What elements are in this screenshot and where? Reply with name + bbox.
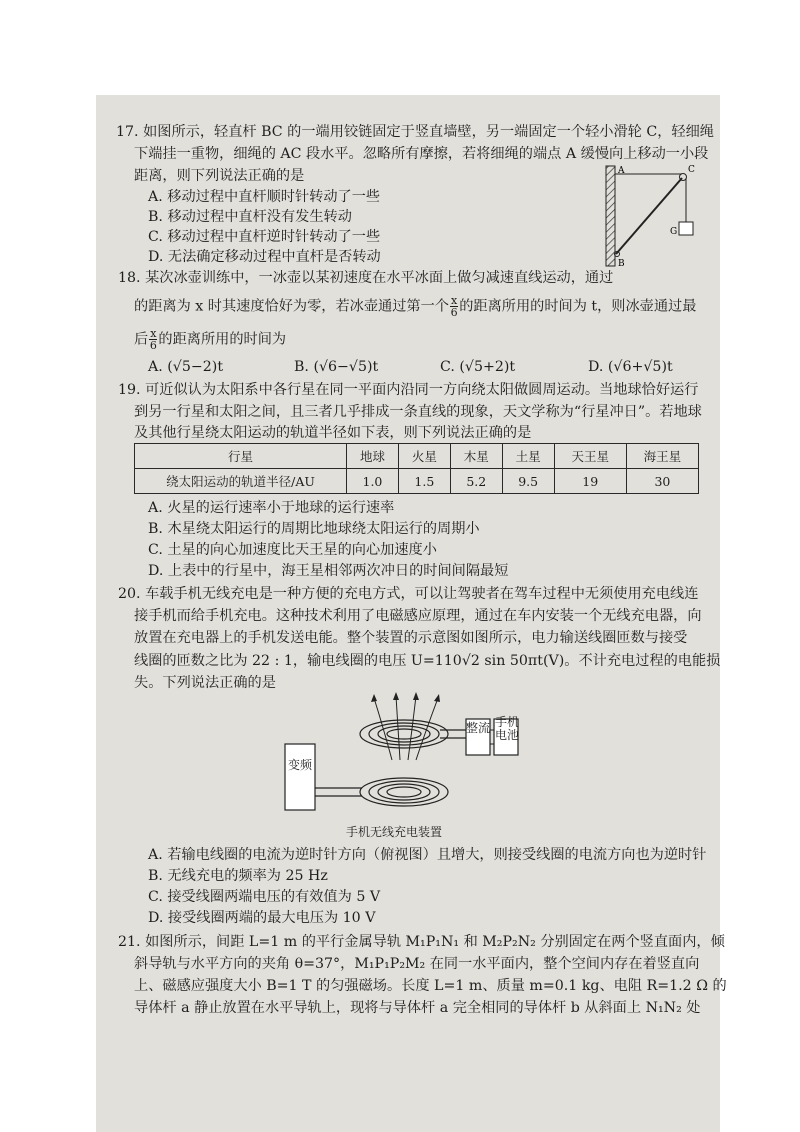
q18-line3-start: 后 — [134, 331, 149, 348]
q17-option-c: C. 移动过程中直杆逆时针转动了一些 — [148, 229, 381, 245]
table-cell: 5.2 — [450, 469, 502, 494]
q20-option-b: B. 无线充电的频率为 25 Hz — [148, 868, 328, 884]
table-cell: 1.0 — [347, 469, 399, 494]
q18-stem-line2 — [134, 295, 696, 318]
q19-stem-line2: 到另一行星和太阳之间，且三者几乎排成一条直线的现象，天文学称为“行星冲日”。若地球 — [134, 404, 702, 420]
table-header-cell: 海王星 — [626, 444, 698, 469]
q17-option-b: B. 移动过程中直杆没有发生转动 — [148, 209, 352, 225]
q19-option-d: D. 上表中的行星中，海王星相邻两次冲日的时间间隔最短 — [148, 563, 509, 579]
q18-option-c: C. (√5+2)t — [440, 359, 516, 375]
table-header-cell: 火星 — [398, 444, 450, 469]
q21-stem-line2: 斜导轨与水平方向的夹角 θ=37°，M₁P₁P₂M₂ 在同一水平面内，整个空间内存在着竖直向 — [134, 956, 700, 972]
table-header-cell: 地球 — [347, 444, 399, 469]
table-header-cell: 木星 — [450, 444, 502, 469]
q19-stem-line3: 及其他行星绕太阳运动的轨道半径如下表，则下列说法正确的是 — [134, 425, 532, 441]
wireless-charging-caption: 手机无线充电装置 — [346, 825, 443, 839]
phone-battery-box-label: 手机电池 — [495, 715, 520, 742]
q18-option-d: D. (√6+√5)t — [588, 359, 673, 375]
q18-option-b: B. (√6−√5)t — [294, 359, 379, 375]
rectifier-box-label: 整流 — [466, 721, 491, 735]
q18-stem-line1: 18. 某次冰壶训练中，一冰壶以某初速度在水平冰面上做匀减速直线运动，通过 — [118, 270, 614, 286]
q18-line2-start: 的距离为 x 时其速度恰好为零，若冰壶通过第一个 — [134, 298, 449, 315]
wireless-charging-diagram — [280, 690, 540, 840]
table-header-cell: 天王星 — [554, 444, 626, 469]
q18-line2-end: 的距离所用的时间为 t，则冰壶通过最 — [459, 298, 697, 315]
q21-stem-line1: 21. 如图所示，间距 L=1 m 的平行金属导轨 M₁P₁N₁ 和 M₂P₂N₂ 分别固定在两个竖直面内，倾 — [118, 934, 725, 950]
q19-stem-line1: 19. 可近似认为太阳系中各行星在同一平面内沿同一方向绕太阳做圆周运动。当地球恰好运行 — [118, 382, 699, 398]
q21-stem-line4: 导体杆 a 静止放置在水平导轨上，现将与导体杆 a 完全相同的导体杆 b 从斜面上 N₁N₂ 处 — [134, 1000, 701, 1016]
q18-fraction-2: $\frac{x}{6}$ — [149, 327, 157, 352]
q17-stem-line3: 距离，则下列说法正确的是 — [134, 168, 305, 184]
q19-option-a: A. 火星的运行速率小于地球的运行速率 — [148, 500, 395, 516]
table-cell: 绕太阳运动的轨道半径/AU — [135, 469, 347, 494]
q20-stem-line2: 接手机而给手机充电。这种技术利用了电磁感应原理，通过在车内安装一个无线充电器，向 — [134, 608, 702, 624]
q17-option-d: D. 无法确定移动过程中直杆是否转动 — [148, 249, 381, 265]
q17-stem-line2: 下端挂一重物，细绳的 AC 段水平。忽略所有摩擦，若将细绳的端点 A 缓慢向上移动一小段 — [134, 146, 709, 162]
q18-stem-line3 — [134, 328, 286, 351]
q20-stem-line4: 线圈的匝数之比为 22 : 1，输电线圈的电压 U=110√2 sin 50πt(V)。不计充电过程的电能损 — [134, 653, 721, 669]
q17-label-c: C — [688, 165, 695, 175]
q19-option-c: C. 土星的向心加速度比天王星的向心加速度小 — [148, 542, 437, 558]
q20-option-d: D. 接受线圈两端的最大电压为 10 V — [148, 910, 376, 926]
q20-stem-line1: 20. 车载手机无线充电是一种方便的充电方式，可以让驾驶者在驾车过程中无须使用充电线连 — [118, 586, 699, 602]
q20-stem-line3: 放置在充电器上的手机发送电能。整个装置的示意图如图所示，电力输送线圈匝数与接受 — [134, 630, 688, 646]
q17-rod-pulley-diagram — [600, 160, 710, 270]
q21-stem-line3: 上、磁感应强度大小 B=1 T 的匀强磁场。长度 L=1 m、质量 m=0.1 kg、电阻 R=1.2 Ω 的 — [134, 978, 727, 994]
q20-option-c: C. 接受线圈两端电压的有效值为 5 V — [148, 889, 381, 905]
table-row — [135, 469, 699, 494]
q17-label-g: G — [670, 227, 678, 237]
q18-option-a: A. (√5−2)t — [148, 359, 224, 375]
table-header-row — [135, 444, 699, 469]
table-cell: 1.5 — [398, 469, 450, 494]
table-cell: 30 — [626, 469, 698, 494]
table-header-cell: 土星 — [502, 444, 554, 469]
planet-orbit-table — [134, 443, 699, 494]
q20-stem-line5: 失。下列说法正确的是 — [134, 675, 276, 691]
q17-label-b: B — [618, 259, 625, 269]
table-cell: 9.5 — [502, 469, 554, 494]
q17-stem-line1: 17. 如图所示，轻直杆 BC 的一端用铰链固定于竖直墙壁，另一端固定一个轻小滑轮 C，轻细绳 — [116, 124, 714, 140]
table-header-cell: 行星 — [135, 444, 347, 469]
q18-fraction-1: $\frac{x}{6}$ — [450, 294, 458, 319]
table-cell: 19 — [554, 469, 626, 494]
inverter-box-label: 变频 — [287, 758, 312, 772]
q20-option-a: A. 若输电线圈的电流为逆时针方向（俯视图）且增大，则接受线圈的电流方向也为逆时针 — [148, 847, 707, 863]
q17-label-a: A — [618, 166, 625, 176]
q19-option-b: B. 木星绕太阳运行的周期比地球绕太阳运行的周期小 — [148, 521, 480, 537]
q17-option-a: A. 移动过程中直杆顺时针转动了一些 — [148, 189, 381, 205]
q18-line3-end: 的距离所用的时间为 — [158, 331, 287, 348]
